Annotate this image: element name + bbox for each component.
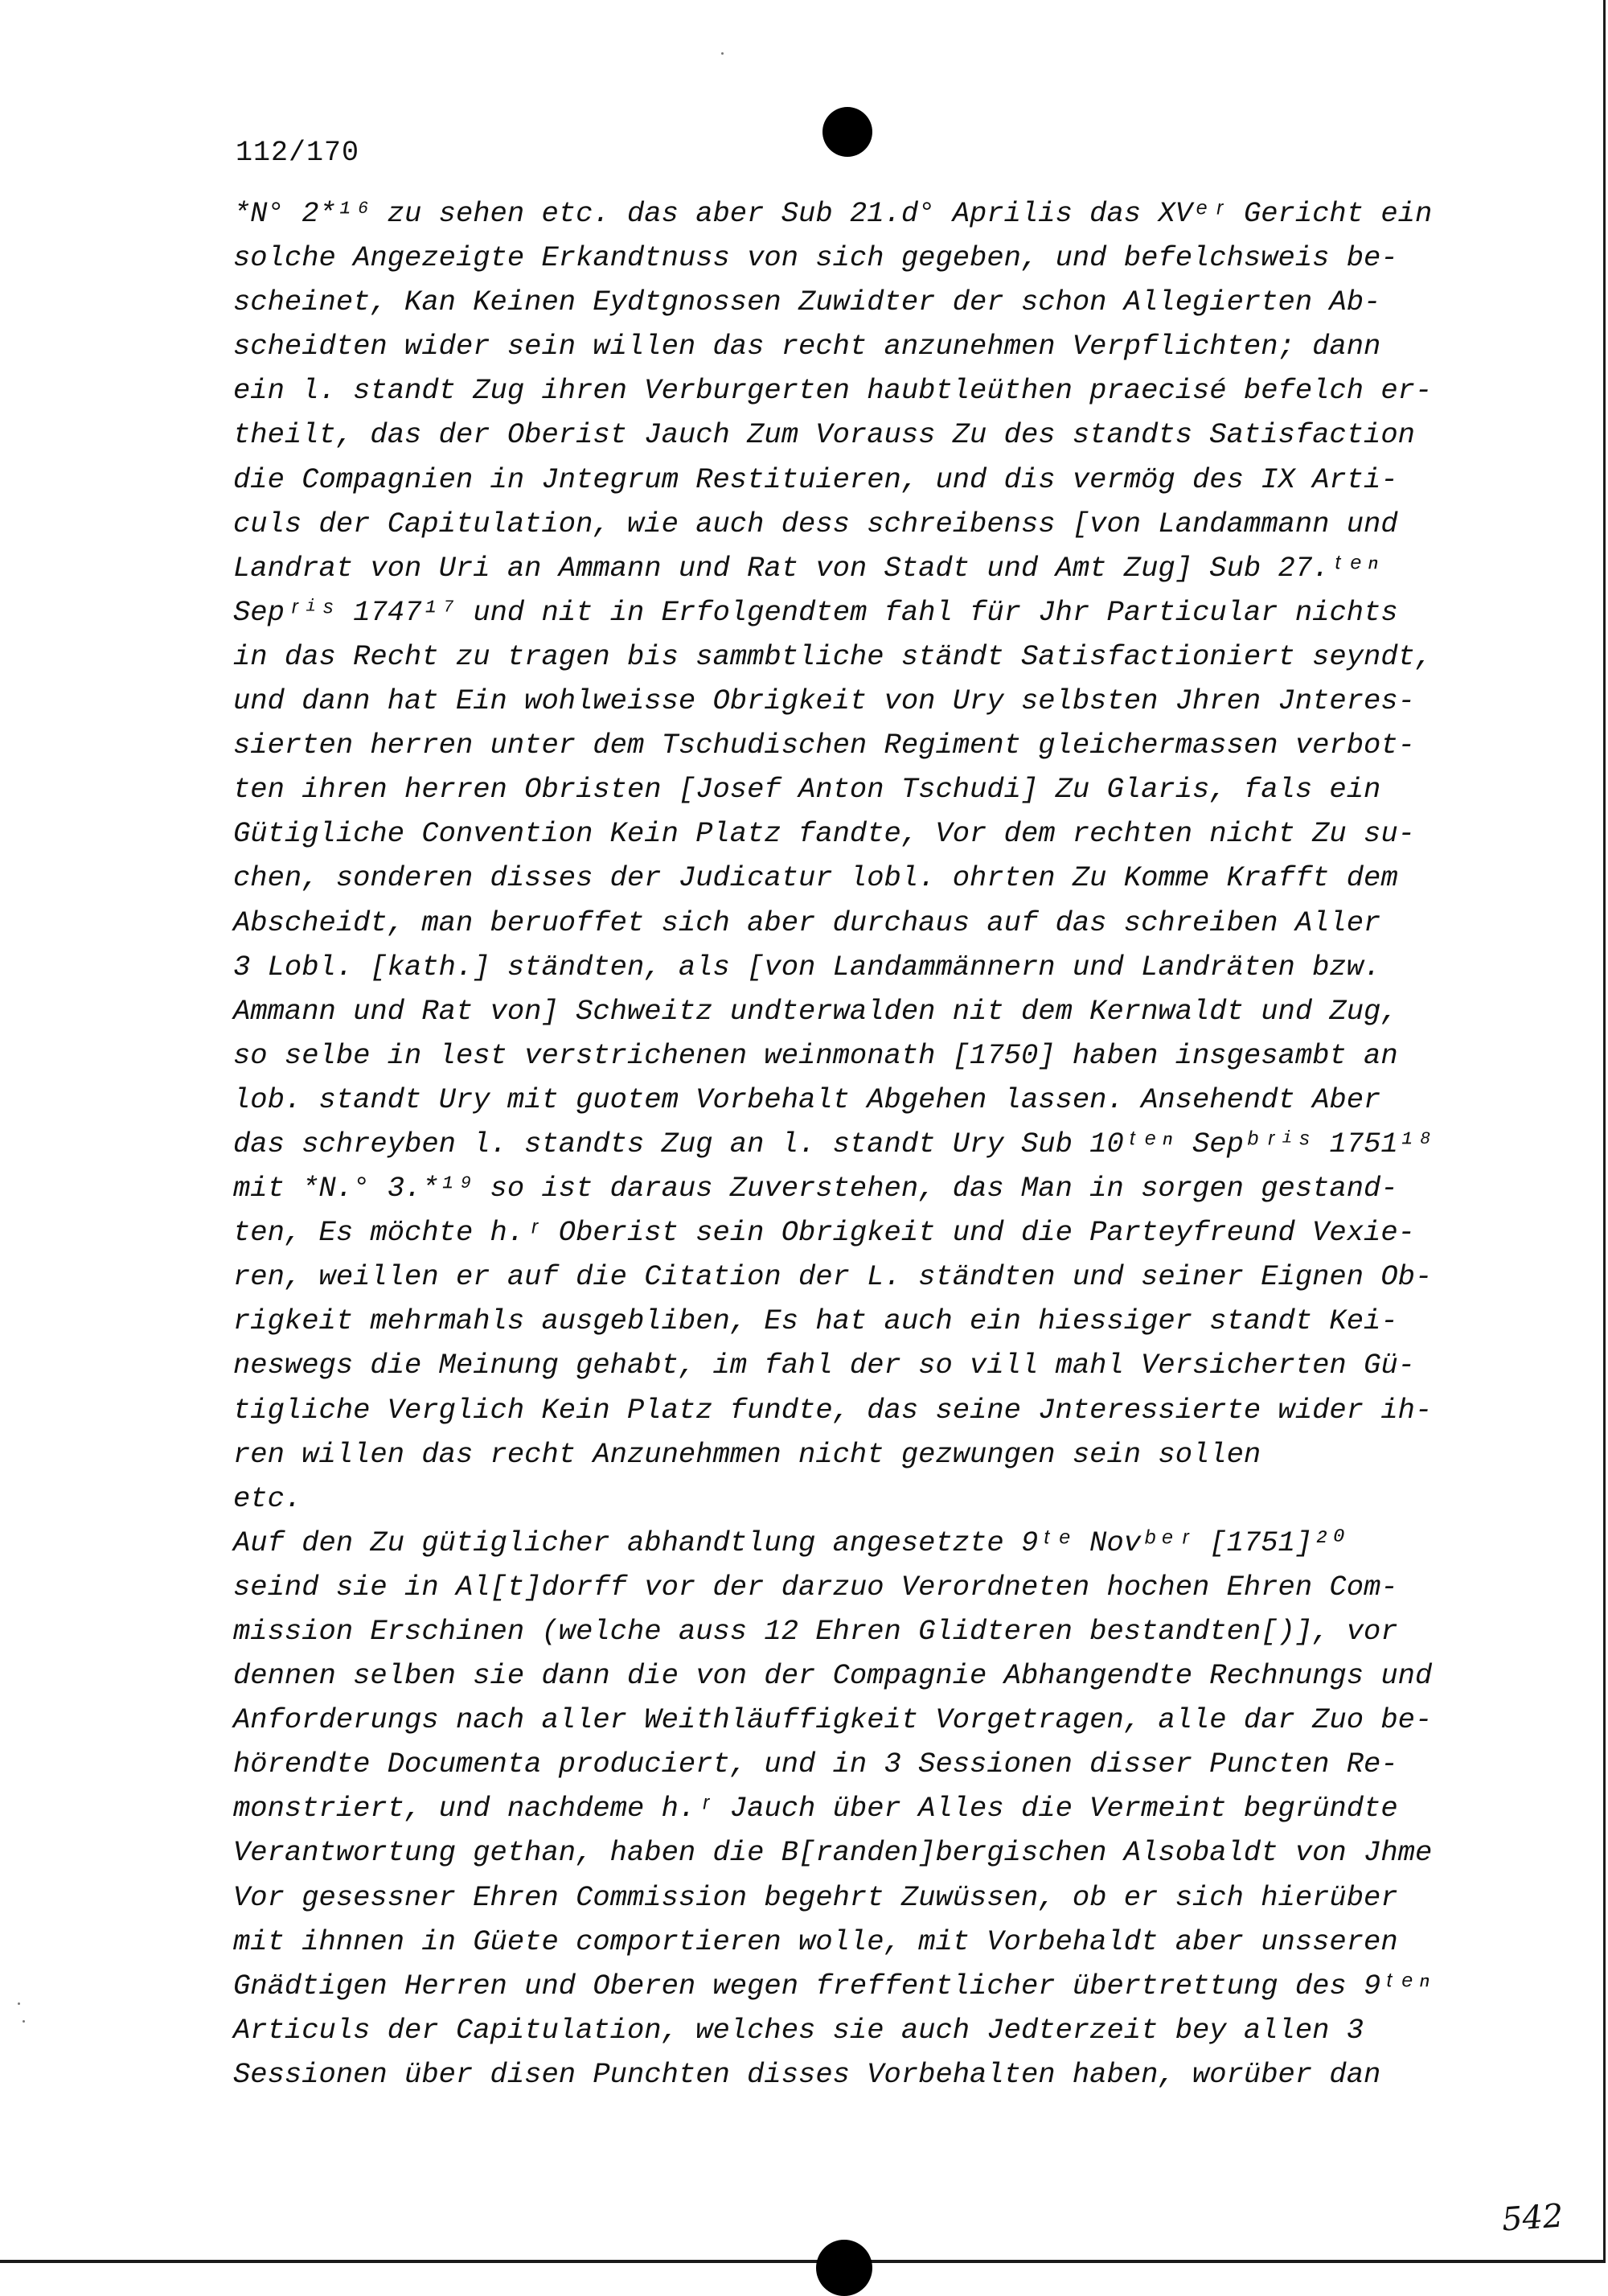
text-line: monstriert, und nachdeme h.ʳ Jauch über Alles die Vermeint begründte	[233, 1792, 1398, 1826]
text-line: ren, weillen er auf die Citation der L. ständten und seiner Eignen Ob-	[233, 1260, 1433, 1294]
document-body	[233, 191, 1487, 2097]
text-line: scheinet, Kan Keinen Eydtgnossen Zuwidter der schon Allegierten Ab-	[233, 285, 1381, 319]
text-line: lob. standt Ury mit guotem Vorbehalt Abgehen lassen. Ansehendt Aber	[233, 1082, 1381, 1116]
scan-speck	[18, 2002, 20, 2005]
text-line: so selbe in lest verstrichenen weinmonath [1750] haben insgesambt an	[233, 1038, 1398, 1072]
text-line: tigliche Verglich Kein Platz fundte, das seine Jnteressierte wider ih-	[233, 1393, 1433, 1427]
text-line: ten ihren herren Obristen [Josef Anton Tschudi] Zu Glaris, fals ein	[233, 773, 1381, 807]
text-line: mit *N.° 3.*¹⁹ so ist daraus Zuverstehen, das Man in sorgen gestand-	[233, 1172, 1398, 1206]
text-line: *N° 2*¹⁶ zu sehen etc. das aber Sub 21.d° Aprilis das XVᵉʳ Gericht ein	[233, 197, 1433, 230]
text-line: Vor gesessner Ehren Commission begehrt Zuwüssen, ob er sich hierüber	[233, 1880, 1398, 1914]
text-line: etc.	[233, 1481, 302, 1515]
text-line: Verantwortung gethan, haben die B[randen]bergischen Alsobaldt von Jhme	[233, 1836, 1433, 1870]
text-line: culs der Capitulation, wie auch dess schreibenss [von Landammann und	[233, 507, 1398, 540]
text-line: ten, Es möchte h.ʳ Oberist sein Obrigkeit und die Parteyfreund Vexie-	[233, 1216, 1415, 1250]
text-line: mit ihnnen in Güete comportieren wolle, mit Vorbehaldt aber unsseren	[233, 1924, 1398, 1958]
text-line: hörendte Documenta produciert, und in 3 Sessionen disser Puncten Re-	[233, 1748, 1398, 1781]
text-line: dennen selben sie dann die von der Compagnie Abhangendte Rechnungs und	[233, 1659, 1433, 1693]
text-line: Ammann und Rat von] Schweitz undterwalden nit dem Kernwaldt und Zug,	[233, 994, 1398, 1028]
text-line: sierten herren unter dem Tschudischen Regiment gleichermassen verbot-	[233, 729, 1415, 762]
text-line: theilt, das der Oberist Jauch Zum Vorauss Zu des standts Satisfaction	[233, 418, 1415, 452]
text-line: chen, sonderen disses der Judicatur lobl. ohrten Zu Komme Krafft dem	[233, 861, 1398, 895]
text-line: das schreyben l. standts Zug an l. standt Ury Sub 10ᵗᵉⁿ Sepᵇʳⁱˢ 1751¹⁸	[233, 1127, 1433, 1160]
text-line: neswegs die Meinung gehabt, im fahl der so vill mahl Versicherten Gü-	[233, 1349, 1415, 1382]
text-line: Gütigliche Convention Kein Platz fandte, Vor dem rechten nicht Zu su-	[233, 817, 1415, 851]
text-line: Anforderungs nach aller Weithläuffigkeit Vorgetragen, alle dar Zuo be-	[233, 1703, 1433, 1737]
scan-speck	[23, 2020, 25, 2023]
text-line: die Compagnien in Jntegrum Restituieren, und dis vermög des IX Arti-	[233, 462, 1398, 496]
text-line: ren willen das recht Anzunehmmen nicht gezwungen sein sollen	[233, 1437, 1261, 1471]
punch-hole-top	[822, 107, 872, 157]
text-line: in das Recht zu tragen bis sammbtliche ständt Satisfactioniert seyndt,	[233, 639, 1433, 673]
text-line: Abscheidt, man beruoffet sich aber durchaus auf das schreiben Aller	[233, 906, 1381, 939]
archive-stamp: 542	[1500, 2197, 1565, 2239]
page-number: 112/170	[236, 137, 360, 169]
text-line: Landrat von Uri an Ammann und Rat von Stadt und Amt Zug] Sub 27.ᵗᵉⁿ	[233, 551, 1381, 585]
text-line: seind sie in Al[t]dorff vor der darzuo Verordneten hochen Ehren Com-	[233, 1570, 1398, 1604]
text-line: ein l. standt Zug ihren Verburgerten haubtleüthen praecisé befelch er-	[233, 374, 1433, 408]
text-line: Sepʳⁱˢ 1747¹⁷ und nit in Erfolgendtem fahl für Jhr Particular nichts	[233, 595, 1398, 629]
text-line: Gnädtigen Herren und Oberen wegen freffentlicher übertrettung des 9ᵗᵉⁿ	[233, 1969, 1433, 2002]
text-line: mission Erschinen (welche auss 12 Ehren Glidteren bestandten[)], vor	[233, 1615, 1398, 1648]
text-line: Auf den Zu gütiglicher abhandtlung angesetzte 9ᵗᵉ Novᵇᵉʳ [1751]²⁰	[233, 1526, 1347, 1559]
text-line: Sessionen über disen Punchten disses Vorbehalten haben, worüber dan	[233, 2057, 1381, 2091]
text-line: und dann hat Ein wohlweisse Obrigkeit von Ury selbsten Jhren Jnteres-	[233, 684, 1415, 718]
punch-hole-bottom	[816, 2240, 872, 2296]
text-line: rigkeit mehrmahls ausgebliben, Es hat auch ein hiessiger standt Kei-	[233, 1304, 1398, 1338]
text-line: 3 Lobl. [kath.] ständten, als [von Landammännern und Landräten bzw.	[233, 950, 1381, 984]
scan-speck	[721, 52, 724, 55]
text-line: solche Angezeigte Erkandtnuss von sich gegeben, und befelchsweis be-	[233, 241, 1398, 275]
text-line: scheidten wider sein willen das recht anzunehmen Verpflichten; dann	[233, 330, 1381, 363]
text-line: Articuls der Capitulation, welches sie auch Jedterzeit bey allen 3	[233, 2013, 1364, 2047]
